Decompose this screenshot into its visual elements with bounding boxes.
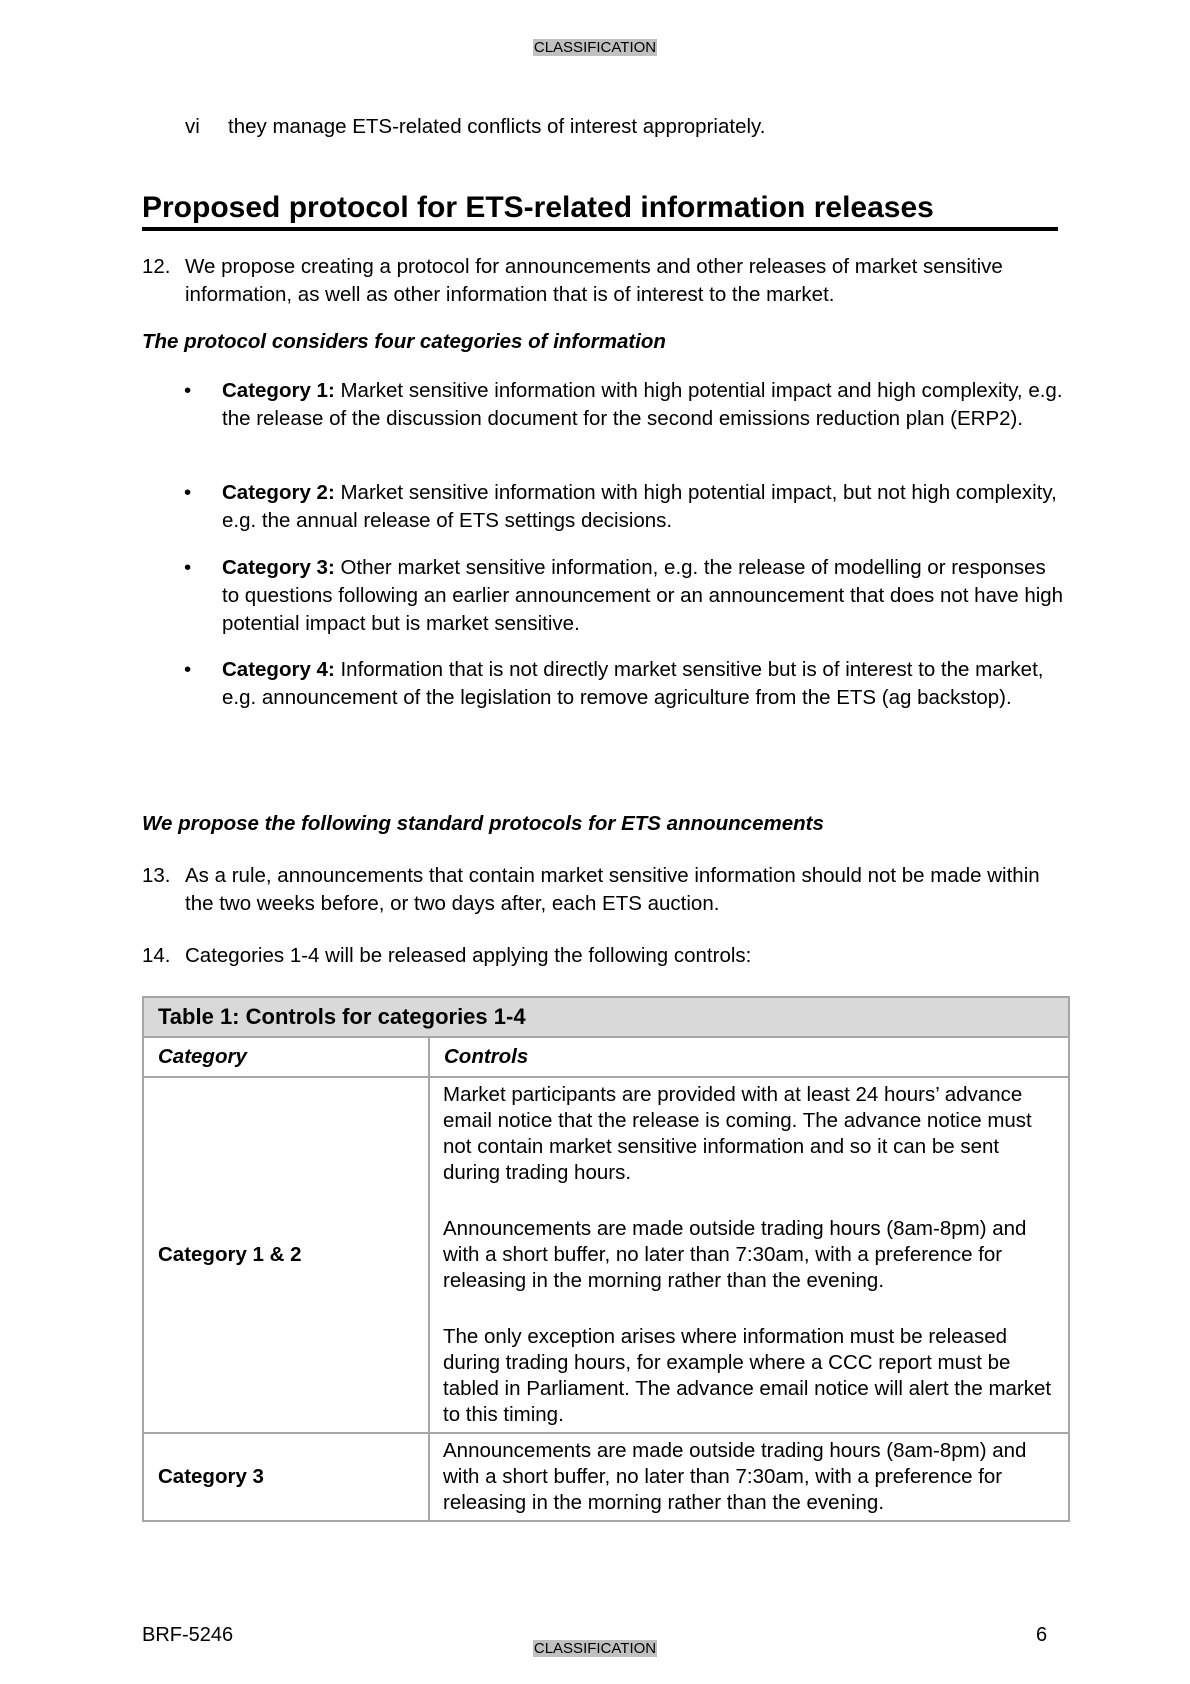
paragraph-text: We propose creating a protocol for announcements and other releases of market sensitive information, as well as other information that is of interest to the market. [185,255,1003,306]
bullet-label: Category 1: [222,379,335,402]
bullet-label: Category 4: [222,658,335,681]
bullet-category-2 [184,479,1064,535]
footer-classification [0,1640,1190,1658]
bullet-icon: • [184,658,192,681]
controls-table [142,996,1070,1522]
paragraph-text: Categories 1-4 will be released applying the following controls: [185,944,752,967]
paragraph-13 [142,862,1062,918]
control-text: Announcements are made outside trading hours (8am-8pm) and with a short buffer, no later than 7:30am, with a preference for releasing in the morning rather than the evening. [443,1217,1027,1292]
bullet-icon: • [184,379,192,402]
bullet-label: Category 2: [222,481,335,504]
bullet-category-4 [184,656,1064,712]
bullet-category-1 [184,377,1064,433]
bullet-text: Other market sensitive information, e.g. the release of modelling or responses to questions following an earlier announcement or an announcement that does not have high potential impact but is market sensitive. [222,556,1064,635]
paragraph-14 [142,942,1062,970]
column-header-category: Category [143,1037,429,1077]
category-cell: Category 3 [143,1433,429,1521]
column-header-controls: Controls [429,1037,1069,1077]
paragraph-number: 12. [142,255,171,278]
paragraph-number: 13. [142,864,171,887]
classification-label: CLASSIFICATION [533,39,657,56]
subheading-categories: The protocol considers four categories of information [142,330,666,353]
classification-label: CLASSIFICATION [533,1640,657,1657]
table-header-row [143,1037,1069,1077]
paragraph-number: 14. [142,944,171,967]
header-classification [0,39,1190,57]
bullet-icon: • [184,556,192,579]
bullet-text: Information that is not directly market sensitive but is of interest to the market, e.g. announcement of the legislation to remove agriculture from the ETS (ag backstop). [222,658,1044,709]
control-text: The only exception arises where information must be released during trading hours, for example where a CCC report must be tabled in Parliament. The advance email notice will alert the market to this timing. [443,1325,1052,1426]
bullet-text: Market sensitive information with high potential impact and high complexity, e.g. the release of the discussion document for the second emissions reduction plan (ERP2). [222,379,1063,430]
table-row [143,1077,1069,1433]
controls-cell [429,1077,1069,1433]
roman-list-item [185,114,765,140]
table-row [143,1433,1069,1521]
table-title: Table 1: Controls for categories 1-4 [143,997,1069,1037]
control-text: Market participants are provided with at least 24 hours’ advance email notice that the release is coming. The advance notice must not contain market sensitive information and so it can be sent during trading hours. [443,1083,1032,1184]
paragraph-12 [142,253,1062,309]
roman-numeral: vi [185,115,200,138]
bullet-text: Market sensitive information with high potential impact, but not high complexity, e.g. the annual release of ETS settings decisions. [222,481,1057,532]
bullet-label: Category 3: [222,556,335,579]
control-text: Announcements are made outside trading hours (8am-8pm) and with a short buffer, no later than 7:30am, with a preference for releasing in the morning rather than the evening. [443,1439,1027,1514]
paragraph-text: As a rule, announcements that contain market sensitive information should not be made within the two weeks before, or two days after, each ETS auction. [185,864,1040,915]
category-cell: Category 1 & 2 [143,1077,429,1433]
roman-item-text: they manage ETS-related conflicts of interest appropriately. [228,115,766,138]
document-reference: BRF-5246 [142,1624,234,1646]
section-heading: Proposed protocol for ETS-related information releases [142,190,1058,231]
page-number: 6 [1036,1624,1048,1646]
bullet-icon: • [184,481,192,504]
controls-cell [429,1433,1069,1521]
bullet-category-3 [184,554,1064,638]
subheading-protocols: We propose the following standard protocols for ETS announcements [142,812,824,835]
